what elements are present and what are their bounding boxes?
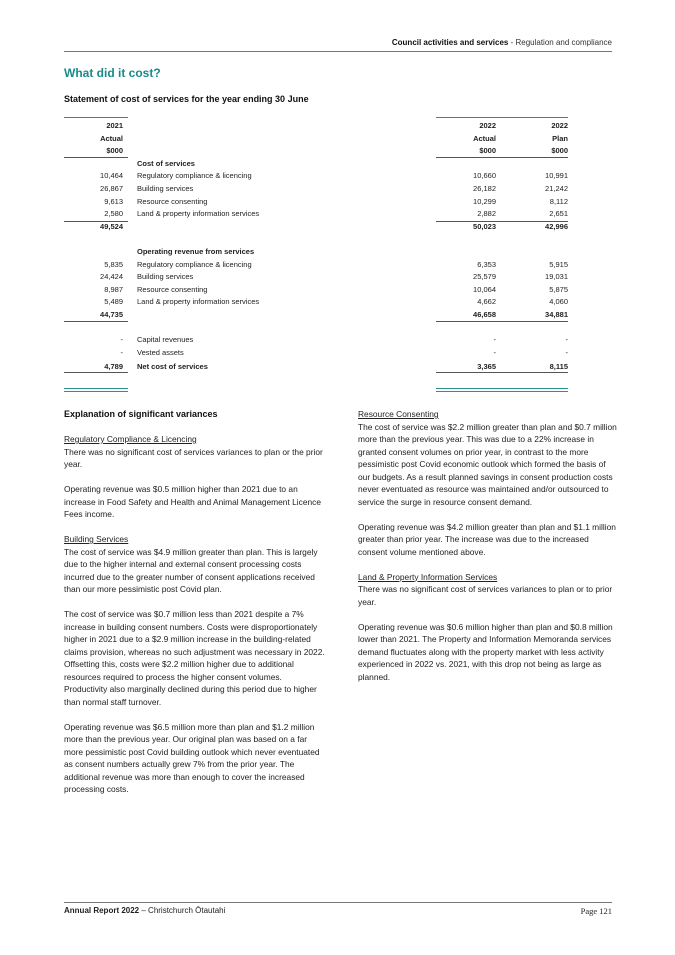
- cost-total-2022-actual: 50,023: [473, 221, 496, 231]
- footer-city: – Christchurch Ōtautahi: [139, 906, 226, 915]
- col-2021-year: 2021: [106, 121, 123, 130]
- cell-2022-plan: 19,031: [545, 272, 568, 282]
- cost-statement-table: [64, 117, 612, 374]
- header-section: Council activities and services: [391, 38, 509, 47]
- row-label: Regulatory compliance & licencing: [137, 259, 252, 269]
- cell-2022-actual: 10,660: [473, 171, 496, 181]
- cell-2021: 5,835: [104, 259, 123, 269]
- resource-paragraph-1: The cost of service was $2.2 million greater than plan and $0.7 million more than the previous year. This was due to a 22% increase in granted consent volumes on prior year, in contrast to the more pessimistic post Covid economic outlook which formed the basis of our budgets. As a result planned savings in consent production costs never eventuated as resource was maintained and/or outsourced to service the surge in resource consent demand.: [358, 421, 617, 507]
- row-label: Resource consenting: [137, 284, 208, 294]
- col-2022-actual-year: 2022: [479, 121, 496, 130]
- running-header: [64, 38, 612, 52]
- table-row: [64, 271, 612, 284]
- table-row: [64, 296, 612, 309]
- revenue-total-2022-plan: 34,881: [545, 309, 568, 319]
- cell-2021: 5,489: [104, 297, 123, 307]
- cell-2022-plan: 10,991: [545, 171, 568, 181]
- cell-2021: 10,464: [100, 171, 123, 181]
- col-2021-unit: $000: [106, 146, 123, 156]
- building-paragraph-2: The cost of service was $0.7 million less than 2021 despite a 7% increase in building consent numbers. Costs were disproportionately higher in 2021 due to a $2.9 million increase in the building-related claims provision, whereas no such adjustment was necessary in 2022. Offsetting this, costs were $2.2 million higher due to additional resources required to process the higher consent volumes. Productivity also marginally declined during this period due to higher than normal staff turnover.: [64, 609, 325, 707]
- building-subheading: Building Services: [64, 534, 129, 544]
- row-label: Vested assets: [137, 347, 184, 357]
- net-cost-label: Net cost of services: [137, 362, 208, 372]
- cell-2022-actual: 25,579: [473, 272, 496, 282]
- cell-2021: -: [120, 335, 123, 345]
- cost-total-row: [64, 221, 612, 234]
- cell-2022-plan: 4,060: [549, 297, 568, 307]
- cell-2022-plan: -: [565, 335, 568, 345]
- cell-2022-plan: 2,651: [549, 209, 568, 219]
- cell-2022-actual: 6,353: [477, 259, 496, 269]
- col-2022-actual-unit: $000: [479, 146, 496, 156]
- table-row: [64, 347, 612, 360]
- net-cost-2021: 4,789: [104, 362, 123, 372]
- row-label: Building services: [137, 272, 194, 282]
- variances-left-column: [64, 408, 326, 808]
- cost-total-2022-plan: 42,996: [545, 221, 568, 231]
- spacer-row: [64, 322, 612, 335]
- col-2022-plan-year: 2022: [551, 121, 568, 130]
- variances-heading: Explanation of significant variances: [64, 409, 218, 419]
- table-row: [64, 183, 612, 196]
- cell-2022-actual: 10,299: [473, 196, 496, 206]
- row-label: Land & property information services: [137, 209, 260, 219]
- spacer-row: [64, 233, 612, 246]
- land-paragraph-2: Operating revenue was $0.6 million higher than plan and $0.8 million lower than 2021. The Property and Information Memoranda services demand fluctuates along with the property market with less activity experienced in 2022 vs. 2021, with this drop not being as large as planned.: [358, 621, 613, 682]
- revenue-total-2021: 44,735: [100, 309, 123, 319]
- header-row-year: [64, 120, 612, 133]
- regulatory-paragraph-1: There was no significant cost of services variances to plan or the prior year.: [64, 446, 323, 469]
- resource-paragraph-2: Operating revenue was $4.2 million greater than plan and $1.1 million greater than prior year. The increase was due to the increased consent volume mentioned above.: [358, 521, 616, 557]
- operating-revenue-heading: Operating revenue from services: [137, 246, 255, 256]
- table-row: [64, 334, 612, 347]
- table-row: [64, 170, 612, 183]
- section-title: What did it cost?: [64, 66, 161, 80]
- cell-2022-actual: 4,662: [477, 297, 496, 307]
- footer-report-title: Annual Report 2022: [64, 906, 140, 915]
- cell-2022-plan: 8,112: [549, 196, 568, 206]
- cost-total-2021: 49,524: [100, 221, 123, 231]
- cell-2021: 9,613: [104, 196, 123, 206]
- cell-2021: 2,580: [104, 209, 123, 219]
- table-row: [64, 259, 612, 272]
- land-paragraph-1: There was no significant cost of services variances to plan or to prior year.: [358, 584, 613, 607]
- header-row-type: [64, 133, 612, 146]
- cell-2022-actual: 26,182: [473, 183, 496, 193]
- cell-2022-actual: 10,064: [473, 284, 496, 294]
- building-paragraph-1: The cost of service was $4.9 million greater than plan. This is largely due to the higher internal and external consent processing costs incurred due to the greater number of consent applications received than our more pessimistic post Covid plan.: [64, 546, 318, 594]
- table-row: [64, 208, 612, 221]
- row-label: Land & property information services: [137, 297, 260, 307]
- table-row: [64, 196, 612, 209]
- page-footer: [64, 902, 612, 915]
- revenue-heading-row: [64, 246, 612, 259]
- variances-right-column: [358, 408, 620, 696]
- col-2022-plan-type: Plan: [552, 133, 568, 143]
- cell-2022-actual: 2,882: [477, 209, 496, 219]
- regulatory-paragraph-2: Operating revenue was $0.5 million higher than 2021 due to an increase in Food Safety and Health and Animal Management Licence Fees income.: [64, 484, 321, 519]
- cell-2022-plan: 5,915: [549, 259, 568, 269]
- cell-2021: 26,867: [100, 183, 123, 193]
- col-2021-type: Actual: [100, 133, 123, 143]
- statement-title: Statement of cost of services for the year ending 30 June: [64, 94, 309, 104]
- cost-heading-row: [64, 158, 612, 171]
- cell-2022-actual: -: [493, 347, 496, 357]
- cell-2022-plan: 21,242: [545, 183, 568, 193]
- cell-2022-plan: 5,875: [549, 284, 568, 294]
- header-subsection: - Regulation and compliance: [508, 38, 612, 47]
- land-subheading: Land & Property Information Services: [358, 571, 498, 582]
- page-number: Page 121: [580, 906, 612, 916]
- regulatory-subheading: Regulatory Compliance & Licencing: [64, 434, 197, 444]
- building-paragraph-3: Operating revenue was $6.5 million more than plan and $1.2 million more than the previous year. Our original plan was based on a far more pessimistic post Covid building outlook which never eventuated as consent numbers actually grew 7% from the prior year. The additional revenue was more than enough to cover the increased processing costs.: [64, 721, 320, 794]
- revenue-total-2022-actual: 46,658: [473, 309, 496, 319]
- cell-2022-actual: -: [493, 335, 496, 345]
- revenue-total-row: [64, 309, 612, 322]
- row-label: Resource consenting: [137, 196, 208, 206]
- row-label: Regulatory compliance & licencing: [137, 171, 252, 181]
- table-row: [64, 284, 612, 297]
- net-cost-2022-actual: 3,365: [477, 362, 496, 372]
- row-label: Capital revenues: [137, 335, 194, 345]
- resource-subheading: Resource Consenting: [358, 409, 439, 419]
- cell-2021: -: [120, 347, 123, 357]
- cost-of-services-heading: Cost of services: [137, 158, 195, 168]
- cell-2022-plan: -: [565, 347, 568, 357]
- cell-2021: 8,987: [104, 284, 123, 294]
- net-cost-row: [64, 361, 612, 374]
- net-cost-2022-plan: 8,115: [549, 362, 568, 372]
- col-2022-plan-unit: $000: [551, 146, 568, 156]
- col-2022-actual-type: Actual: [473, 133, 496, 143]
- header-row-unit: [64, 145, 612, 158]
- cell-2021: 24,424: [100, 272, 123, 282]
- row-label: Building services: [137, 183, 194, 193]
